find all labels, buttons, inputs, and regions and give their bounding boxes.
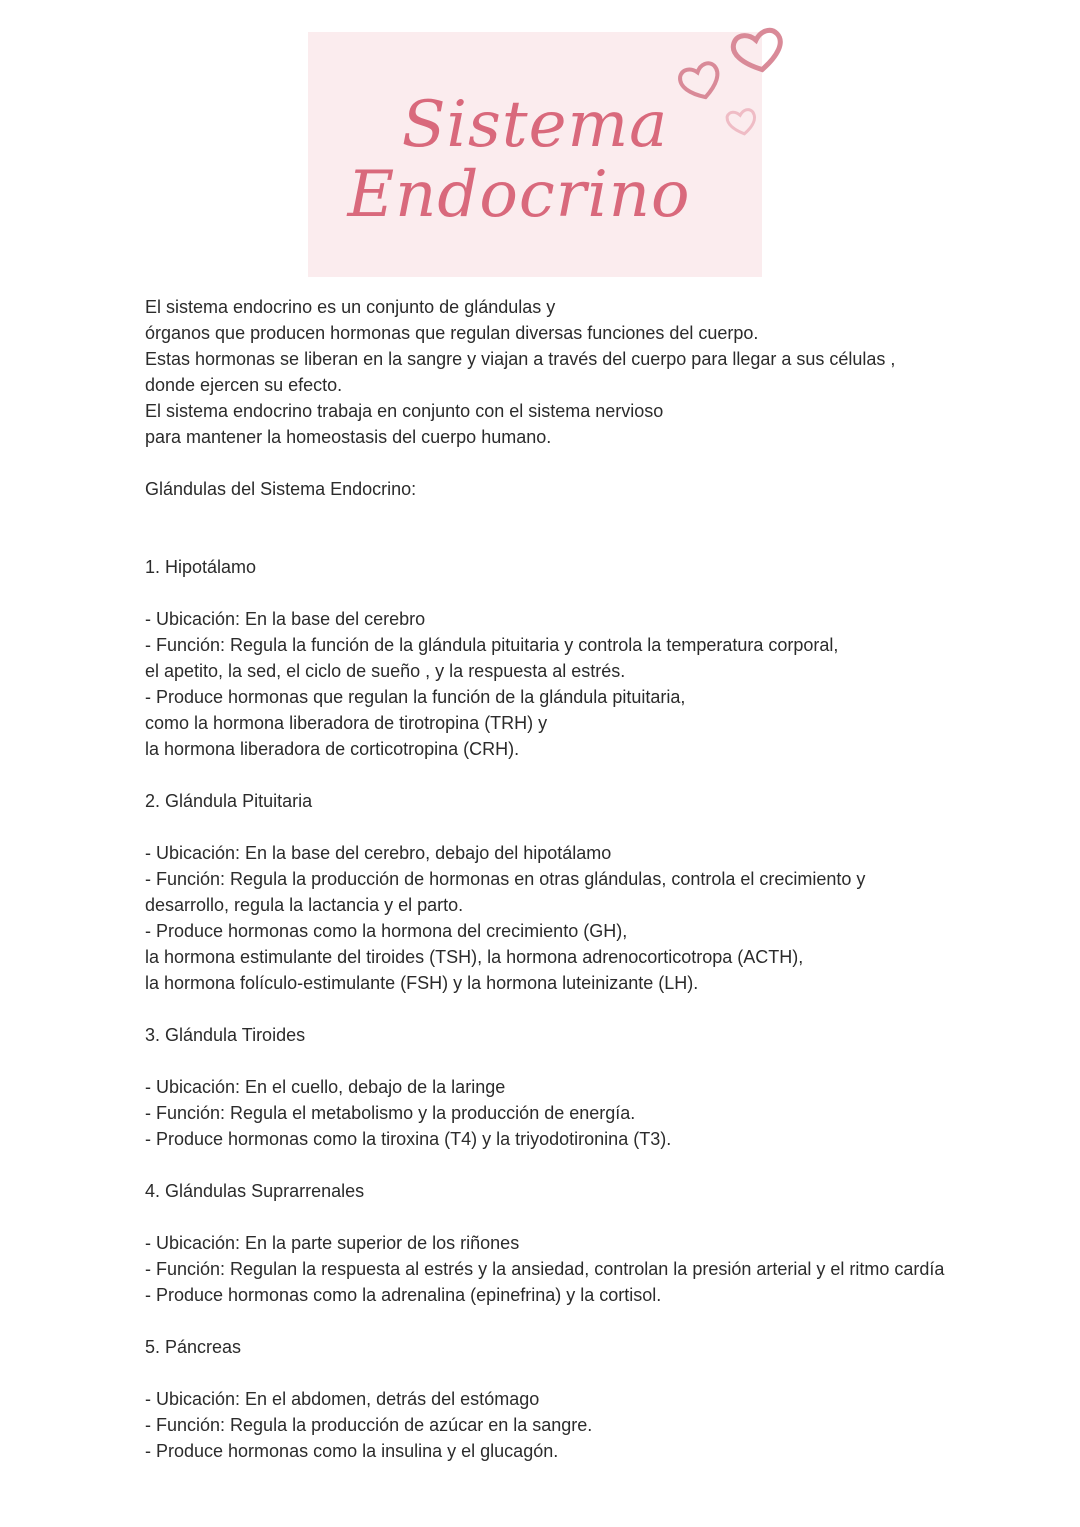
page-title-line-2: Endocrino: [347, 158, 691, 232]
section-line: desarrollo, regula la lactancia y el parto.: [145, 895, 464, 915]
section-line: - Función: Regula el metabolismo y la producción de energía.: [145, 1103, 636, 1123]
section-line: - Produce hormonas que regulan la función de la glándula pituitaria,: [145, 687, 686, 707]
section-line: - Produce hormonas como la tiroxina (T4) y la triyodotironina (T3).: [145, 1129, 672, 1149]
section-line: - Produce hormonas como la adrenalina (epinefrina) y la cortisol.: [145, 1285, 662, 1305]
section-line: como la hormona liberadora de tirotropina (TRH) y: [145, 713, 548, 733]
section-line: - Función: Regulan la respuesta al estrés y la ansiedad, controlan la presión arterial y el ritmo cardía: [145, 1259, 945, 1279]
section-line: - Función: Regula la función de la glándula pituitaria y controla la temperatura corporal,: [145, 635, 839, 655]
section-heading-suprarrenales: 4. Glándulas Suprarrenales: [145, 1181, 365, 1201]
page-title-line-1: Sistema: [401, 88, 669, 162]
section-line: - Ubicación: En la parte superior de los riñones: [145, 1233, 520, 1253]
section-line: el apetito, la sed, el ciclo de sueño , y la respuesta al estrés.: [145, 661, 626, 681]
section-line: la hormona liberadora de corticotropina (CRH).: [145, 739, 520, 759]
hearts-decoration: [670, 20, 790, 150]
intro-line-3: Estas hormonas se liberan en la sangre y viajan a través del cuerpo para llegar a sus células ,: [145, 349, 896, 369]
section-line: - Ubicación: En el cuello, debajo de la laringe: [145, 1077, 506, 1097]
section-line: la hormona folículo-estimulante (FSH) y la hormona luteinizante (LH).: [145, 973, 699, 993]
section-line: - Ubicación: En la base del cerebro: [145, 609, 426, 629]
intro-line-5: El sistema endocrino trabaja en conjunto con el sistema nervioso: [145, 401, 664, 421]
intro-line-4: donde ejercen su efecto.: [145, 375, 343, 395]
section-heading-pancreas: 5. Páncreas: [145, 1337, 242, 1357]
intro-line-1: El sistema endocrino es un conjunto de glándulas y: [145, 297, 556, 317]
section-heading-tiroides: 3. Glándula Tiroides: [145, 1025, 306, 1045]
section-line: - Produce hormonas como la hormona del crecimiento (GH),: [145, 921, 628, 941]
section-heading-pituitaria: 2. Glándula Pituitaria: [145, 791, 313, 811]
intro-line-6: para mantener la homeostasis del cuerpo humano.: [145, 427, 552, 447]
section-line: la hormona estimulante del tiroides (TSH), la hormona adrenocorticotropa (ACTH),: [145, 947, 804, 967]
glands-heading: Glándulas del Sistema Endocrino:: [145, 479, 417, 499]
section-line: - Función: Regula la producción de hormonas en otras glándulas, controla el crecimiento y: [145, 869, 866, 889]
section-line: - Ubicación: En la base del cerebro, debajo del hipotálamo: [145, 843, 612, 863]
section-line: - Función: Regula la producción de azúcar en la sangre.: [145, 1415, 593, 1435]
intro-line-2: órganos que producen hormonas que regulan diversas funciones del cuerpo.: [145, 323, 759, 343]
heart-icon-medium: [678, 61, 724, 103]
heart-icon-large: [731, 28, 785, 74]
section-heading-hipotalamo: 1. Hipotálamo: [145, 557, 257, 577]
heart-icon-small: [726, 109, 757, 137]
section-line: - Ubicación: En el abdomen, detrás del estómago: [145, 1389, 540, 1409]
section-line: - Produce hormonas como la insulina y el glucagón.: [145, 1441, 559, 1461]
